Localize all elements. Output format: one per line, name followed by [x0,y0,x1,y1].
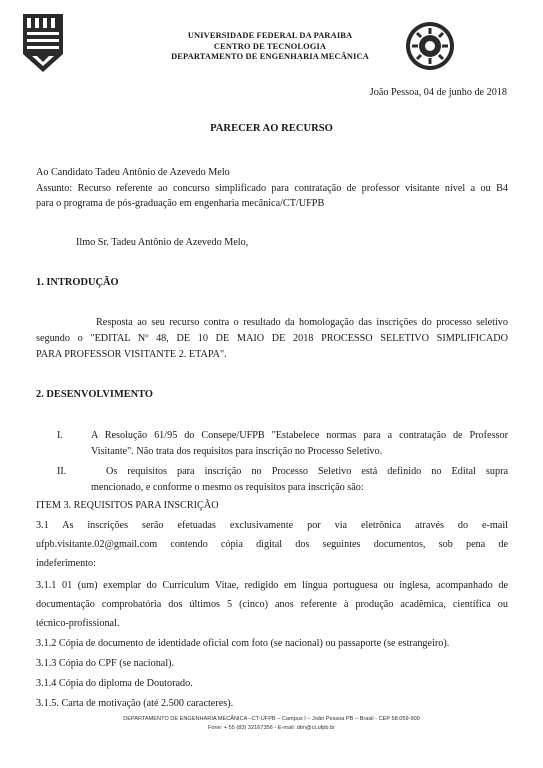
institution-header [120,31,420,63]
p313-line: 3.1.3 Cópia do CPF (se nacional). [36,658,175,669]
item1-line-2: Visitante". Não trata dos requisitos para inscrição no Processo Seletivo. [91,446,383,457]
intro-line-3: PARA PROFESSOR VISITANTE 2. ETAPA". [36,349,227,360]
p311-line-2: documentação comprobatória dos últimos 5 (cinco) anos referente à produção acadêmica, científica ou [36,599,508,610]
section-introducao-heading: 1. INTRODUÇÃO [36,277,119,288]
item3-title: ITEM 3. REQUISITOS PARA INSCRIÇÃO [36,500,219,511]
recipient-line: Ao Candidato Tadeu Antônio de Azevedo Melo [36,167,230,178]
page-footer [0,715,543,733]
item1-line-1: A Resolução 61/95 do Consepe/UFPB "Estabelece normas para a contratação de Professor [91,430,508,441]
p31-line-2: ufpb.visitante.02@gmail.com contendo cópia digital dos seguintes documentos, sob pena de [36,539,508,550]
item-number-1: I. [57,430,63,441]
p311-line-1: 3.1.1 01 (um) exemplar do Curriculum Vitae, redigido em língua portuguesa ou inglesa, acompanhado de [36,580,508,591]
p315-line: 3.1.5. Carta de motivação (até 2.500 caracteres). [36,698,234,709]
department-gear-seal-icon [404,20,456,72]
subject-line-2: para o programa de pós-graduação em engenharia mecânica/CT/UFPB [36,198,325,209]
document-date: João Pessoa, 04 de junho de 2018 [369,87,507,98]
intro-line-1: Resposta ao seu recurso contra o resultado da homologação das inscrições do processo seletivo [96,317,508,328]
p31-line-3: indeferimento: [36,558,96,569]
item-number-2: II. [57,466,67,477]
section-desenvolvimento-heading: 2. DESENVOLVIMENTO [36,389,154,400]
header-department: DEPARTAMENTO DE ENGENHARIA MECÂNICA [171,52,369,61]
item2-line-1: Os requisitos para inscrição no Processo Seletivo está definido no Edital supra [106,466,508,477]
p31-line-1: 3.1 As inscrições serão efetuadas exclusivamente por via eletrônica através do e-mail [36,520,508,531]
p311-line-3: técnico-profissional. [36,618,120,629]
document-title: PARECER AO RECURSO [210,123,333,134]
footer-contact: Fone: + 55 (83) 32167356 - E-mail: dtm@ct.ufpb.br [207,725,336,731]
item2-line-2: mencionado, e conforme o mesmo os requisitos para inscrição são: [91,482,364,493]
intro-line-2: segundo o "EDITAL Nº 48, DE 10 DE MAIO DE 2018 PROCESSO SELETIVO SIMPLIFICADO [36,333,508,344]
subject-line-1: Assunto: Recurso referente ao concurso simplificado para contratação de professor visitante nível a ou B4 [36,183,508,194]
salutation: Ilmo Sr. Tadeu Antônio de Azevedo Melo, [76,237,249,248]
p314-line: 3.1.4 Cópia do diploma de Doutorado. [36,678,193,689]
header-center: CENTRO DE TECNOLOGIA [213,41,327,51]
footer-address: DEPARTAMENTO DE ENGENHARIA MECÂNICA –CT-UFPB – Campus I – João Pessoa PB – Brasil - CEP 58.059-900 [123,716,420,722]
p312-line: 3.1.2 Cópia de documento de identidade oficial com foto (se nacional) ou passaporte (se estrangeiro). [36,638,450,649]
header-university: UNIVERSIDADE FEDERAL DA PARAIBA [187,31,353,40]
ufpb-logo-icon [20,12,66,74]
